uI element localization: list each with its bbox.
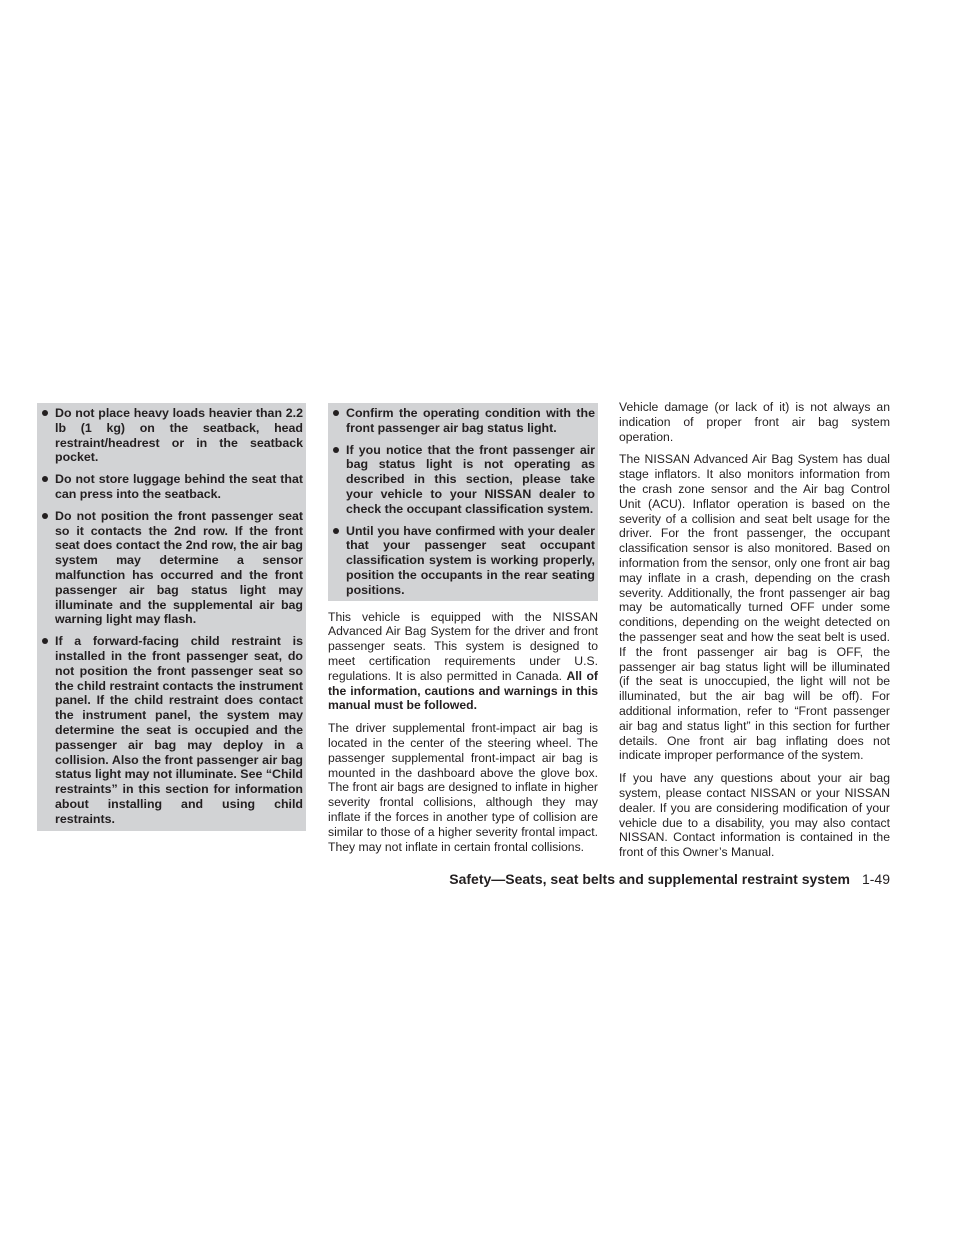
warning-item-text: Do not store luggage behind the seat that can press into the seatback. <box>55 472 303 501</box>
paragraph-dual-stage-inflators: The NISSAN Advanced Air Bag System has dual stage inflators. It also monitors information from the crash zone sensor and the Air bag Control Unit (ACU). Inflator operation is based on the severity of a collision and seat belt usage for the driver. For the front passenger, the occupant classification sensor is also monitored. Based on information from the sensor, only one front air bag may inflate in a crash, depending on the crash severity. Additionally, the front passenger air bag may be automatically turned OFF under some conditions, depending on the weight detected on the passenger seat and how the seat belt is used. If the front passenger air bag is OFF, the passenger air bag status light will be illuminated (if the seat is unoccupied, the light will not be illuminated, but the air bag will be off). For additional information, refer to “Front passenger air bag and status light” in this section for further details. One front air bag inflating does not indicate improper performance of the system. <box>619 452 890 763</box>
bullet-icon <box>333 410 339 416</box>
bullet-icon <box>42 410 48 416</box>
warning-item <box>41 406 303 465</box>
left-column <box>37 403 306 831</box>
warning-item <box>332 524 595 598</box>
warning-item-text: Do not position the front passenger seat so it contacts the 2nd row. If the front seat does contact the 2nd row, the air bag system may determine a sensor malfunction has occurred and the front passenger air bag status light may illuminate and the supplemental air bag warning light may flash. <box>55 508 303 627</box>
page-number: 1-49 <box>861 871 890 887</box>
page-footer <box>449 871 890 887</box>
paragraph-advanced-air-bag <box>328 610 598 714</box>
paragraph-vehicle-damage: Vehicle damage (or lack of it) is not always an indication of proper front air bag system operation. <box>619 400 890 444</box>
warning-item-text: If you notice that the front passenger air bag status light is not operating as described in this section, please take your vehicle to your NISSAN dealer to check the occupant classification system. <box>346 442 595 516</box>
warning-box-middle <box>328 403 598 601</box>
warning-item-text: If a forward-facing child restraint is installed in the front passenger seat, do not position the front passenger seat so the child restraint contacts the instrument panel. If the child restraint does contact the instrument panel, the system may determine the seat is occupied and the passenger air bag may deploy in a collision. Also the front passenger air bag status light may not illuminate. See “Child restraints” in this section for information about installing and using child restraints. <box>55 634 303 826</box>
warning-item <box>41 634 303 826</box>
bullet-icon <box>42 513 48 519</box>
paragraph-bold-text: All of the information, cautions and warnings in this manual must be followed. <box>328 668 598 713</box>
warning-item-text: Confirm the operating condition with the front passenger air bag status light. <box>346 406 595 435</box>
warning-item <box>41 509 303 627</box>
paragraph-contact-nissan: If you have any questions about your air bag system, please contact NISSAN or your NISSAN dealer. If you are considering modification of your vehicle due to a disability, you may also contact NISSAN. Contact information is contained in the front of this Owner’s Manual. <box>619 771 890 860</box>
right-column <box>619 400 890 868</box>
bullet-icon <box>42 476 48 482</box>
warning-item-text: Do not place heavy loads heavier than 2.2 lb (1 kg) on the seatback, head restraint/headrest or in the seatback pocket. <box>55 406 303 465</box>
bullet-icon <box>42 638 48 644</box>
paragraph-front-impact-air-bag: The driver supplemental front-impact air bag is located in the center of the steering wheel. The passenger supplemental front-impact air bag is mounted in the dashboard above the glove box. The front air bags are designed to inflate in higher severity frontal collisions, although they may inflate if the forces in another type of collision are similar to those of a higher severity frontal impact. They may not inflate in certain frontal collisions. <box>328 721 598 854</box>
warning-item-text: Until you have confirmed with your dealer that your passenger seat occupant classification system is working properly, position the occupants in the rear seating positions. <box>346 523 595 597</box>
paragraph-text: This vehicle is equipped with the NISSAN Advanced Air Bag System for the driver and front passenger seats. This system is designed to meet certification requirements under U.S. regulations. It is also permitted in Canada. <box>328 609 598 683</box>
warning-item <box>332 443 595 517</box>
bullet-icon <box>333 447 339 453</box>
warning-item <box>41 472 303 502</box>
warning-box-left <box>37 403 306 831</box>
bullet-icon <box>333 528 339 534</box>
middle-column <box>328 403 598 862</box>
warning-item <box>332 406 595 436</box>
section-title: Safety—Seats, seat belts and supplemental restraint system <box>449 871 850 887</box>
